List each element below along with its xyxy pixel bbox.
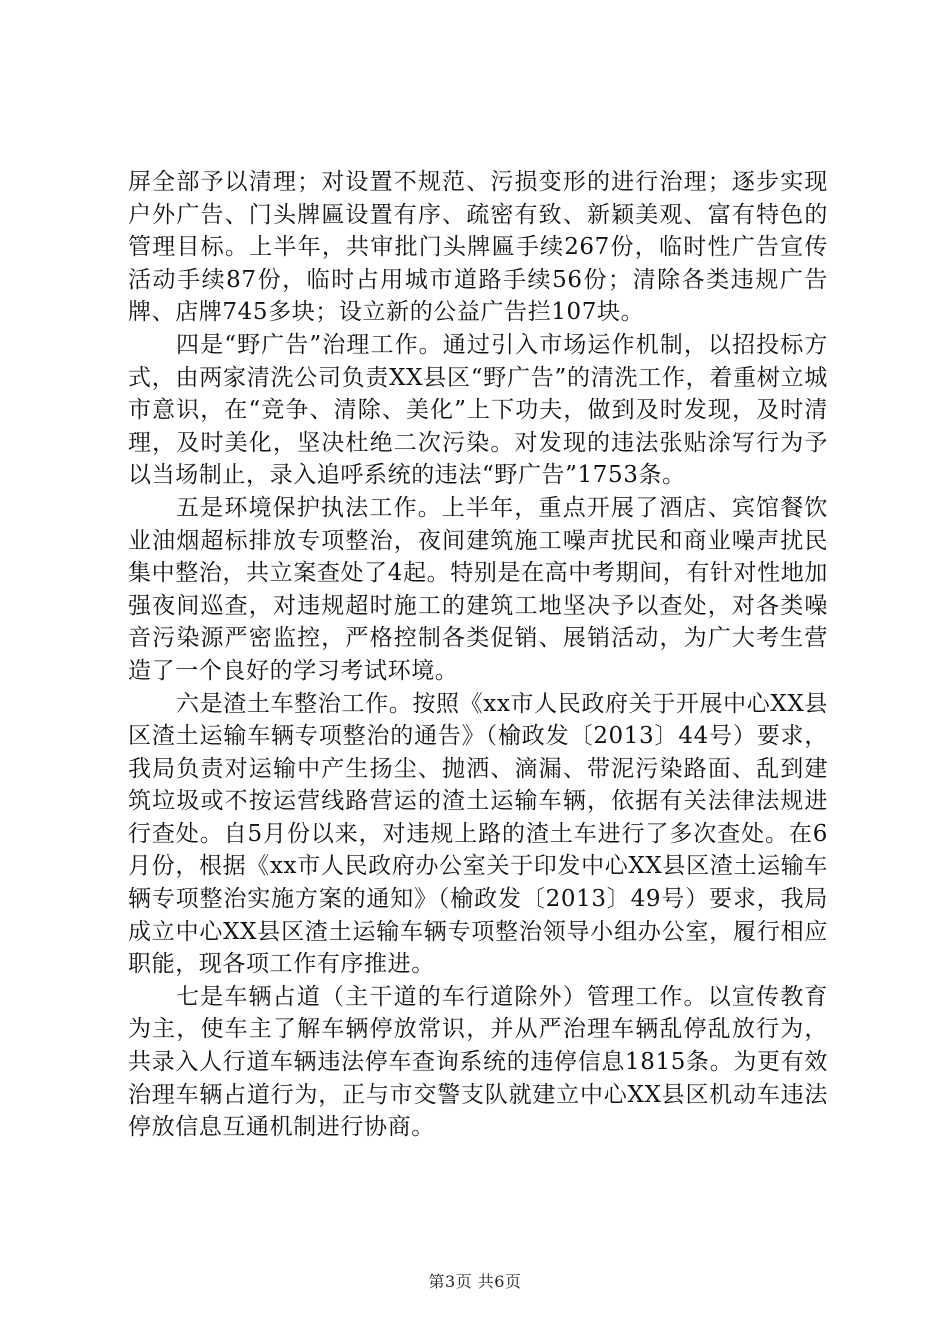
- paragraph-environment-enforcement: 五是环境保护执法工作。上半年，重点开展了酒店、宾馆餐饮业油烟超标排放专项整治，夜间建筑施工噪声扰民和商业噪声扰民集中整治，共立案查处了4起。特别是在高中考期间，有针对性地加强夜间巡查，对违规超时施工的建筑工地坚决予以查处，对各类噪音污染源严密监控，严格控制各类促销、展销活动，为广大考生营造了一个良好的学习考试环境。: [128, 494, 828, 684]
- page-number-footer: 第3页 共6页: [428, 1272, 522, 1291]
- paragraph-wild-ads: 四是“野广告”治理工作。通过引入市场运作机制，以招投标方式，由两家清洗公司负责XX县区“野广告”的清洗工作，着重树立城市意识，在“竞争、清除、美化”上下功夫，做到及时发现，及时清理，及时美化，坚决杜绝二次污染。对发现的违法张贴涂写行为予以当场制止，录入追呼系统的违法“野广告”1753条。: [128, 331, 828, 489]
- paragraph-muck-truck: 六是渣土车整治工作。按照《xx市人民政府关于开展中心XX县区渣土运输车辆专项整治的通告》（榆政发〔2013〕44号）要求，我局负责对运输中产生扬尘、抛洒、滴漏、带泥污染路面、乱到建筑垃圾或不按运营线路营运的渣土运输车辆，依据有关法律法规进行查处。自5月份以来，对违规上路的渣土车进行了多次查处。在6月份，根据《xx市人民政府办公室关于印发中心XX县区渣土运输车辆专项整治实施方案的通知》（榆政发〔2013〕49号）要求，我局成立中心XX县区渣土运输车辆专项整治领导小组办公室，履行相应职能，现各项工作有序推进。: [128, 690, 828, 978]
- paragraph-vehicle-parking: 七是车辆占道（主干道的车行道除外）管理工作。以宣传教育为主，使车主了解车辆停放常识，并从严治理车辆乱停乱放行为，共录入人行道车辆违法停车查询系统的违停信息1815条。为更有效治理车辆占道行为，正与市交警支队就建立中心XX县区机动车违法停放信息互通机制进行协商。: [128, 983, 828, 1141]
- paragraph-outdoor-ads: 屏全部予以清理；对设置不规范、污损变形的进行治理；逐步实现户外广告、门头牌匾设置有序、疏密有致、新颖美观、富有特色的管理目标。上半年，共审批门头牌匾手续267份，临时性广告宣传活动手续87份，临时占用城市道路手续56份；清除各类违规广告牌、店牌745多块；设立新的公益广告拦107块。: [128, 169, 828, 326]
- document-body: [128, 166, 828, 1144]
